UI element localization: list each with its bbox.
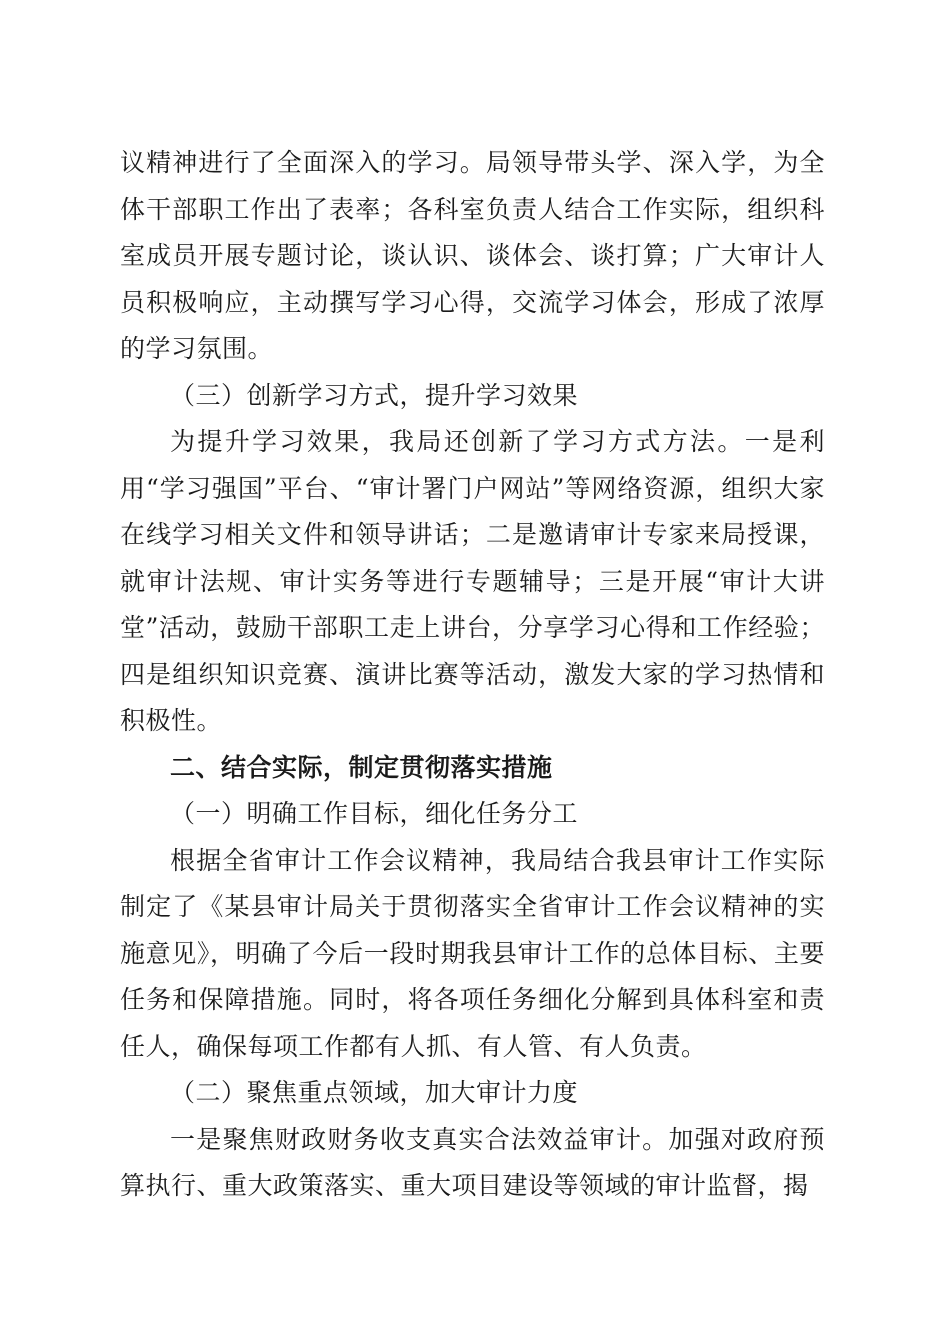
paragraph-work-goals: 根据全省审计工作会议精神，我局结合我县审计工作实际制定了《某县审计局关于贯彻落实全省审计工作会议精神的实施意见》，明确了今后一段时期我县审计工作的总体目标、主要任务和保障措施。同时，将各项任务细化分解到具体科室和责任人，确保每项工作都有人抓、有人管、有人负责。 xyxy=(120,845,825,1061)
paragraph-key-areas: 一是聚焦财政财务收支真实合法效益审计。加强对政府预算执行、重大政策落实、重大项目建设等领域的审计监督，揭 xyxy=(120,1124,825,1200)
paragraph-continued: 议精神进行了全面深入的学习。局领导带头学、深入学，为全体干部职工作出了表率；各科室负责人结合工作实际，组织科室成员开展专题讨论，谈认识、谈体会、谈打算；广大审计人员积极响应，主动撰写学习心得，交流学习体会，形成了浓厚的学习氛围。 xyxy=(120,148,825,363)
sub-heading-innovate-learning: （三）创新学习方式，提升学习效果 xyxy=(170,380,579,410)
sub-heading-work-goals: （一）明确工作目标，细化任务分工 xyxy=(170,799,579,828)
sub-heading-key-areas: （二）聚焦重点领域，加大审计力度 xyxy=(170,1078,579,1107)
document-page xyxy=(120,140,825,1210)
paragraph-learning-methods: 为提升学习效果，我局还创新了学习方式方法。一是利用“学习强国”平台、“审计署门户网站”等网络资源，组织大家在线学习相关文件和领导讲话；二是邀请审计专家来局授课，就审计法规、审计实务等进行专题辅导；三是开展“审计大讲堂”活动，鼓励干部职工走上讲台，分享学习心得和工作经验；四是组织知识竞赛、演讲比赛等活动，激发大家的学习热情和积极性。 xyxy=(120,427,825,735)
section-heading-implementation: 二、结合实际，制定贯彻落实措施 xyxy=(170,752,553,782)
